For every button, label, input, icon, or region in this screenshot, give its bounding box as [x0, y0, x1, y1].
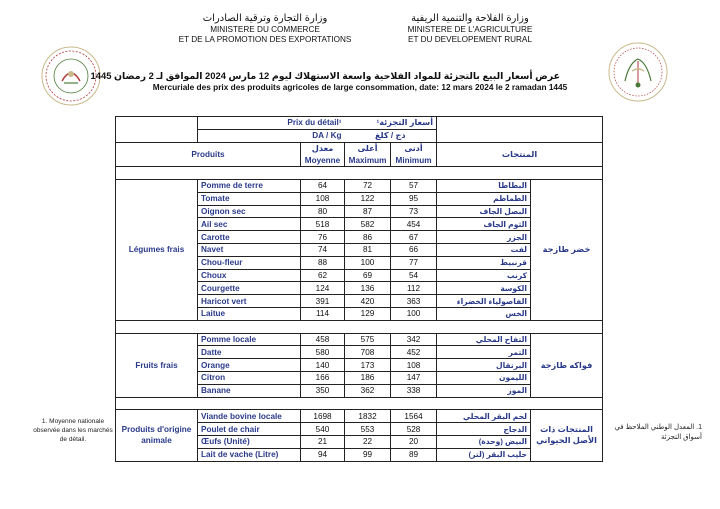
ministry-commerce-line2: ET DE LA PROMOTION DES EXPORTATIONS: [178, 35, 352, 44]
product-name: Laitue: [198, 307, 301, 320]
minimum-price: 363: [391, 295, 437, 308]
average-price: 1698: [301, 410, 345, 423]
product-name-arabic: الموز: [437, 384, 531, 397]
category-label-arabic: فواكه طازجة: [531, 333, 603, 397]
product-name: Carotte: [198, 231, 301, 244]
minimum-price: 338: [391, 384, 437, 397]
maximum-price: 86: [345, 231, 391, 244]
category-label: Fruits frais: [116, 333, 198, 397]
unit-label: DA / Kg: [198, 129, 345, 142]
price-table: [115, 116, 603, 462]
maximum-price: 22: [345, 435, 391, 448]
product-name-arabic: الثوم الجاف: [437, 218, 531, 231]
average-price: 62: [301, 269, 345, 282]
product-name-arabic: الجزر: [437, 231, 531, 244]
maximum-price: 362: [345, 384, 391, 397]
minimum-price: 66: [391, 243, 437, 256]
header-empty-right-2: [437, 129, 603, 142]
footnote-french: 1. Moyenne nationale observée dans les marchés de détail.: [33, 418, 113, 443]
maximum-price: 129: [345, 307, 391, 320]
average-price: 140: [301, 359, 345, 372]
minimum-price: 454: [391, 218, 437, 231]
maximum-price: 87: [345, 205, 391, 218]
product-name-arabic: قرنبيط: [437, 256, 531, 269]
spacer-cell: [116, 167, 603, 180]
product-name: Ail sec: [198, 218, 301, 231]
col-header-maximum: Maximum: [345, 154, 391, 166]
spacer-cell: [116, 397, 603, 410]
product-name-arabic: الفاصولياء الخضراء: [437, 295, 531, 308]
maximum-price: 100: [345, 256, 391, 269]
average-price: 114: [301, 307, 345, 320]
header-row-2: [116, 129, 603, 142]
average-price: 94: [301, 448, 345, 461]
product-name: Pomme de terre: [198, 179, 301, 192]
product-name: Chou-fleur: [198, 256, 301, 269]
maximum-price: 81: [345, 243, 391, 256]
table-row: [116, 179, 603, 192]
ministry-agriculture-line2: ET DU DEVELOPEMENT RURAL: [408, 35, 532, 44]
average-price: 74: [301, 243, 345, 256]
minimum-price: 342: [391, 333, 437, 346]
col-header-min-ar: أدنى: [391, 142, 437, 154]
minimum-price: 1564: [391, 410, 437, 423]
maximum-price: 186: [345, 371, 391, 384]
minimum-price: 57: [391, 179, 437, 192]
product-name-arabic: البيض (وحدة): [437, 435, 531, 448]
ministry-commerce-header: [150, 13, 380, 45]
product-name: Poulet de chair: [198, 423, 301, 436]
unit-label-arabic: دج / كلغ: [345, 129, 437, 142]
maximum-price: 708: [345, 346, 391, 359]
group-spacer-row: [116, 397, 603, 410]
average-price: 580: [301, 346, 345, 359]
product-name-arabic: التفاح المحلي: [437, 333, 531, 346]
product-name-arabic: التمر: [437, 346, 531, 359]
average-price: 108: [301, 192, 345, 205]
product-name-arabic: البرتقال: [437, 359, 531, 372]
product-name: Navet: [198, 243, 301, 256]
ministry-commerce-line1: MINISTERE DU COMMERCE: [210, 25, 320, 34]
average-price: 76: [301, 231, 345, 244]
minimum-price: 54: [391, 269, 437, 282]
product-name-arabic: لحم البقر المحلي: [437, 410, 531, 423]
average-price: 64: [301, 179, 345, 192]
table-row: [116, 333, 603, 346]
maximum-price: 72: [345, 179, 391, 192]
product-name: Haricot vert: [198, 295, 301, 308]
header-empty-2: [116, 129, 198, 142]
col-header-average: Moyenne: [301, 154, 345, 166]
product-name: Œufs (Unité): [198, 435, 301, 448]
category-label-arabic: المنتجات ذات الأصل الحيواني: [531, 410, 603, 461]
minimum-price: 528: [391, 423, 437, 436]
product-name: Pomme locale: [198, 333, 301, 346]
minimum-price: 108: [391, 359, 437, 372]
ministry-commerce-arabic: وزارة التجارة وترقية الصادرات: [202, 13, 328, 24]
maximum-price: 420: [345, 295, 391, 308]
maximum-price: 173: [345, 359, 391, 372]
product-name: Lait de vache (Litre): [198, 448, 301, 461]
col-header-products-ar: المنتجات: [437, 142, 603, 167]
ministry-agriculture-arabic: وزارة الفلاحة والتنمية الريفية: [411, 13, 529, 24]
footnote-arabic: 1. المعدل الوطني الملاحظ في أسواق التجزئة: [614, 424, 702, 441]
col-header-average-ar: معدل: [301, 142, 345, 154]
category-label: Légumes frais: [116, 179, 198, 320]
product-name: Courgette: [198, 282, 301, 295]
minimum-price: 20: [391, 435, 437, 448]
average-price: 518: [301, 218, 345, 231]
spacer-cell: [116, 320, 603, 333]
product-name-arabic: الطماطم: [437, 192, 531, 205]
maximum-price: 99: [345, 448, 391, 461]
minimum-price: 73: [391, 205, 437, 218]
maximum-price: 136: [345, 282, 391, 295]
average-price: 80: [301, 205, 345, 218]
maximum-price: 69: [345, 269, 391, 282]
document-title-french: Mercuriale des prix des produits agricoles de large consommation, date: 12 mars 2024 le 2 ramadan 1445: [152, 82, 568, 92]
table-row: [116, 410, 603, 423]
minimum-price: 112: [391, 282, 437, 295]
document-title-arabic: عرض أسعار البيع بالتجزئة للمواد الفلاحية واسعة الاستهلاك ليوم 12 مارس 2024 الموافق لـ 2 رمضان 1445: [90, 70, 560, 81]
maximum-price: 122: [345, 192, 391, 205]
header-row-1: [116, 117, 603, 130]
category-label: Produits d'origine animale: [116, 410, 198, 461]
price-table-body: [116, 179, 603, 461]
product-name: Tomate: [198, 192, 301, 205]
product-name: Orange: [198, 359, 301, 372]
maximum-price: 582: [345, 218, 391, 231]
retail-price-label-arabic: أسعار التجزئة¹: [345, 117, 437, 130]
header-empty: [116, 117, 198, 130]
minimum-price: 147: [391, 371, 437, 384]
ministry-agriculture-line1: MINISTERE DE L'AGRICULTURE: [407, 25, 533, 34]
minimum-price: 452: [391, 346, 437, 359]
product-name-arabic: الكوسة: [437, 282, 531, 295]
product-name: Datte: [198, 346, 301, 359]
product-name-arabic: الدجاج: [437, 423, 531, 436]
average-price: 458: [301, 333, 345, 346]
product-name: Citron: [198, 371, 301, 384]
product-name: Oignon sec: [198, 205, 301, 218]
product-name-arabic: كرنب: [437, 269, 531, 282]
header-empty-right: [437, 117, 603, 130]
product-name-arabic: البطاطا: [437, 179, 531, 192]
maximum-price: 575: [345, 333, 391, 346]
minimum-price: 89: [391, 448, 437, 461]
minimum-price: 95: [391, 192, 437, 205]
product-name: Banane: [198, 384, 301, 397]
product-name-arabic: حليب البقر (لتر): [437, 448, 531, 461]
average-price: 391: [301, 295, 345, 308]
average-price: 540: [301, 423, 345, 436]
average-price: 88: [301, 256, 345, 269]
minimum-price: 77: [391, 256, 437, 269]
col-header-products: Produits: [116, 142, 301, 167]
product-name-arabic: لفت: [437, 243, 531, 256]
product-name: Viande bovine locale: [198, 410, 301, 423]
product-name-arabic: الليمون: [437, 371, 531, 384]
maximum-price: 553: [345, 423, 391, 436]
col-header-max-ar: أعلى: [345, 142, 391, 154]
average-price: 350: [301, 384, 345, 397]
maximum-price: 1832: [345, 410, 391, 423]
product-name-arabic: البصل الجاف: [437, 205, 531, 218]
minimum-price: 67: [391, 231, 437, 244]
ministry-agriculture-seal-icon: [607, 41, 669, 103]
average-price: 124: [301, 282, 345, 295]
spacer-row: [116, 167, 603, 180]
header-row-3: [116, 142, 603, 154]
category-label-arabic: خضر طازجة: [531, 179, 603, 320]
ministry-agriculture-header: [360, 13, 580, 45]
product-name: Choux: [198, 269, 301, 282]
product-name-arabic: الخس: [437, 307, 531, 320]
average-price: 166: [301, 371, 345, 384]
group-spacer-row: [116, 320, 603, 333]
average-price: 21: [301, 435, 345, 448]
minimum-price: 100: [391, 307, 437, 320]
col-header-minimum: Minimum: [391, 154, 437, 166]
retail-price-label: Prix du détail¹: [198, 117, 345, 130]
